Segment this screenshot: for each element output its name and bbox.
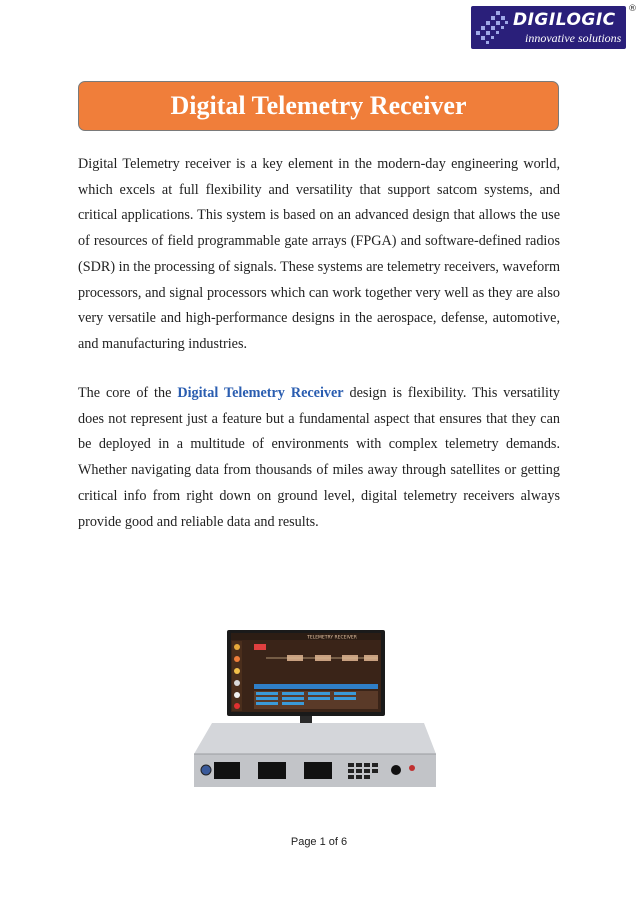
logo-name: DIGILOGIC bbox=[513, 10, 616, 30]
front-display-1 bbox=[214, 762, 240, 779]
title-banner bbox=[78, 81, 559, 131]
page-title: Digital Telemetry Receiver bbox=[170, 91, 467, 120]
front-display-3 bbox=[304, 762, 332, 779]
registered-mark: ® bbox=[628, 4, 637, 14]
product-image bbox=[192, 630, 438, 790]
paragraph-text-before: The core of the bbox=[78, 385, 178, 401]
screen-title: TELEMETRY RECEIVER bbox=[307, 635, 357, 641]
chassis-top bbox=[194, 723, 436, 754]
company-logo bbox=[471, 6, 626, 49]
paragraph-text-after: design is flexibility. This versatility does not represent just a feature but a fundamental aspect that ensures that they can be deployed in a multitude of environments with complex telemetry demands. Whether navigating data from thousands of miles away through satellites or getting critical info from right down on ground level, digital telemetry receivers always provide good and reliable data and results. bbox=[78, 385, 561, 530]
flexibility-paragraph bbox=[78, 381, 560, 535]
front-display-2 bbox=[258, 762, 286, 779]
logo-tagline: innovative solutions bbox=[525, 31, 622, 45]
page-footer: Page 1 of 6 bbox=[290, 836, 348, 848]
intro-paragraph: Digital Telemetry receiver is a key element in the modern-day engineering world, which excels at full flexibility and versatility that support satcom systems, and critical applications. This system is based on an advanced design that allows the use of resources of field programmable gate arrays (FPGA) and software-defined radios (SDR) in the processing of signals. These systems are telemetry receivers, waveform processors, and signal processors which can work together very well as they are also very versatile and high-performance designs in the aerospace, defense, automotive, and manufacturing industries. bbox=[78, 156, 560, 352]
product-name-highlight: Digital Telemetry Receiver bbox=[177, 385, 344, 401]
logo-mark-icon bbox=[474, 9, 510, 46]
power-knob bbox=[391, 765, 401, 775]
indicator-led bbox=[409, 765, 415, 771]
